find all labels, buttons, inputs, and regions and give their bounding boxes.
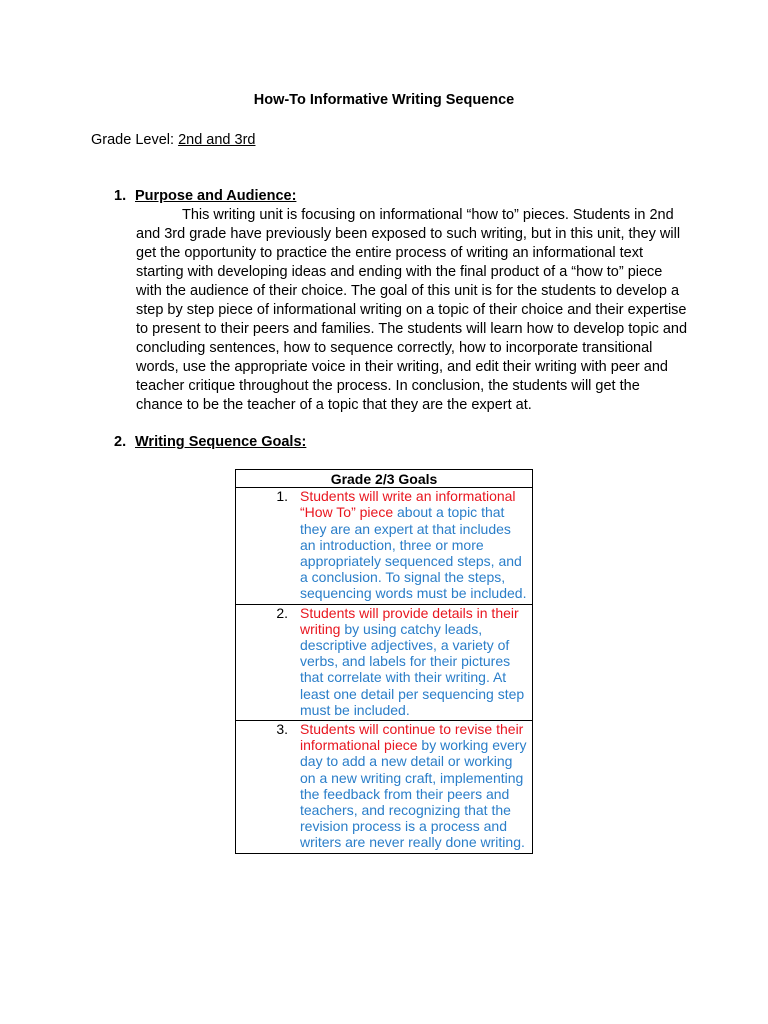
grade-level-value: 2nd and 3rd [178,132,256,148]
purpose-paragraph [136,206,688,415]
section-heading-label: Writing Sequence Goals: [135,434,307,450]
section-number: 1. [114,188,127,204]
grade-level-label: Grade Level: [91,132,179,148]
goal-text [288,605,528,718]
goal-number: 1. [276,488,288,505]
goal-body: about a topic that they are an expert at that includes an introduction, three or more appropriately sequenced steps, and a conclusion. To signal the steps, sequencing words must be included. [300,504,527,602]
table-row [236,488,533,604]
goal-highlight: Students will write an informational “How To” piece [300,488,516,521]
goals-table-header: Grade 2/3 Goals [236,470,533,488]
section-heading-goals [114,434,306,450]
goals-table [235,469,533,854]
table-row [236,721,533,854]
goal-text [288,488,528,601]
goal-highlight: Students will continue to revise their informational piece [300,721,524,754]
goal-highlight: Students will provide details in their writing [300,604,519,637]
goal-number: 3. [276,721,288,738]
goal-body: by working every day to add a new detail or working on a new writing craft, implementing the feedback from their peers and teachers, and recognizing that the revision process is a process and writers are never really done writing. [300,737,527,851]
section-number: 2. [114,434,127,450]
grade-level [91,132,255,148]
table-row [236,604,533,720]
goal-number: 2. [276,604,288,621]
goal-text [288,721,528,851]
purpose-paragraph-text: This writing unit is focusing on informational “how to” pieces. Students in 2nd and 3rd grade have previously been exposed to such writing, but in this unit, they will get the opportunity to practice the entire process of writing an informational text starting with developing ideas and ending with the final product of a “how to” piece with the audience of their choice. The goal of this unit is for the students to develop a step by step piece of informational writing on a topic of their choice and their expertise to present to their peers and families. The students will learn how to develop topic and concluding sentences, how to sequence correctly, how to incorporate transitional words, use the appropriate voice in their writing, and edit their writing with peer and teacher critique throughout the process. In conclusion, the students will get the chance to be the teacher of a topic that they are the expert at. [136,207,688,413]
section-heading-purpose [114,188,296,204]
page-title: How-To Informative Writing Sequence [253,92,515,108]
goal-body: by using catchy leads, descriptive adjectives, a variety of verbs, and labels for their pictures that correlate with their writing. At least one detail per sequencing step must be included. [300,620,525,718]
section-heading-label: Purpose and Audience: [135,188,297,204]
